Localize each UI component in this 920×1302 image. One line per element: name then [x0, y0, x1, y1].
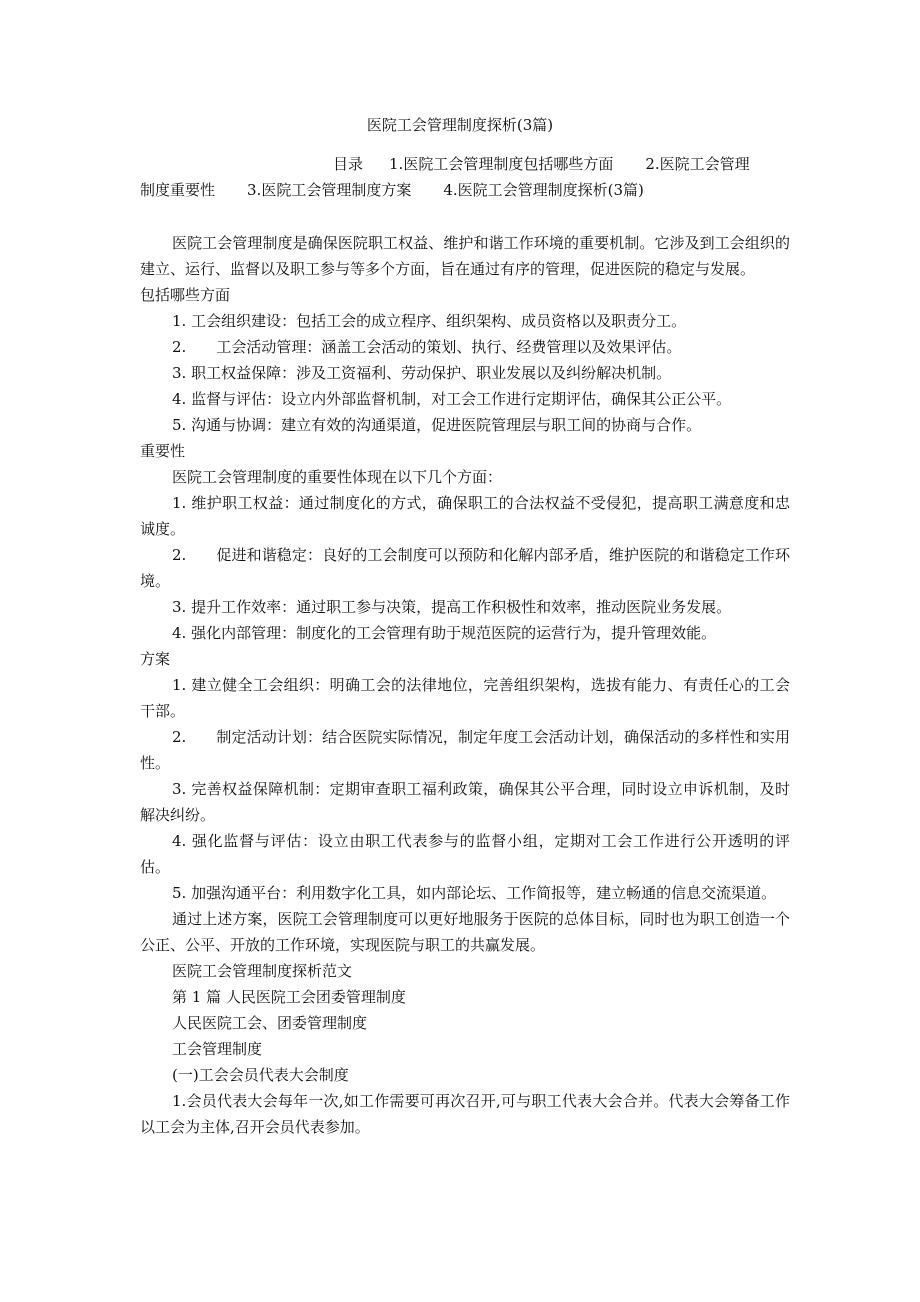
plan-item-1: 1. 建立健全工会组织：明确工会的法律地位，完善组织架构，选拔有能力、有责任心的工会干部。: [140, 676, 790, 720]
sample-part-title: 第 1 篇 人民医院工会团委管理制度: [172, 988, 406, 1006]
plan-item-2: [140, 724, 790, 776]
toc-label: 目录: [333, 155, 364, 173]
aspects-item-2: [140, 334, 790, 360]
aspects-item-3: 3. 职工权益保障：涉及工资福利、劳动保护、职业发展以及纠纷解决机制。: [172, 364, 672, 382]
document-title: 医院工会管理制度探析(3篇): [366, 116, 554, 134]
aspects-item-2-text: 工会活动管理：涵盖工会活动的策划、执行、经费管理以及效果评估。: [216, 338, 682, 356]
plan-item-2-number: 2.: [172, 728, 187, 746]
sample-subsection-title: (一)工会会员代表大会制度: [172, 1066, 349, 1084]
toc-line-2: [140, 177, 790, 203]
conclusion-paragraph: 通过上述方案，医院工会管理制度可以更好地服务于医院的总体目标，同时也为职工创造一个公正、公平、开放的工作环境，实现医院与职工的共赢发展。: [140, 910, 790, 954]
toc-item-2-cont[interactable]: 制度重要性: [140, 181, 216, 199]
plan-item-5: 5. 加强沟通平台：利用数字化工具，如内部论坛、工作简报等，建立畅通的信息交流渠道。: [172, 884, 777, 902]
toc-item-2[interactable]: 2.医院工会管理: [645, 155, 750, 173]
importance-lead: 医院工会管理制度的重要性体现在以下几个方面：: [172, 468, 503, 486]
toc-line-1: [140, 151, 790, 177]
intro-paragraph: 医院工会管理制度是确保医院职工权益、维护和谐工作环境的重要机制。它涉及到工会组织的建立、运行、监督以及职工参与等多个方面，旨在通过有序的管理，促进医院的稳定与发展。: [140, 234, 790, 278]
importance-item-4: 4. 强化内部管理：制度化的工会管理有助于规范医院的运营行为，提升管理效能。: [172, 624, 717, 642]
sample-subtitle: 人民医院工会、团委管理制度: [172, 1014, 368, 1032]
toc-item-3[interactable]: 3.医院工会管理制度方案: [247, 181, 412, 199]
toc-item-4[interactable]: 4.医院工会管理制度探析(3篇): [443, 181, 644, 199]
aspects-item-5: 5. 沟通与协调：建立有效的沟通渠道，促进医院管理层与职工间的协商与合作。: [172, 416, 702, 434]
aspects-item-2-number: 2.: [172, 338, 187, 356]
section-heading-importance: 重要性: [140, 442, 186, 460]
document-body: [140, 230, 790, 1140]
importance-item-3: 3. 提升工作效率：通过职工参与决策，提高工作积极性和效率，推动医院业务发展。: [172, 598, 732, 616]
sample-paragraph-1: 1.会员代表大会每年一次,如工作需要可再次召开,可与职工代表大会合并。代表大会筹备工作以工会为主体,召开会员代表参加。: [140, 1092, 790, 1136]
toc-item-1[interactable]: 1.医院工会管理制度包括哪些方面: [389, 155, 614, 173]
plan-item-2-text: 制定活动计划：结合医院实际情况，制定年度工会活动计划，确保活动的多样性和实用性。: [140, 728, 790, 772]
aspects-item-4: 4. 监督与评估：设立内外部监督机制，对工会工作进行定期评估，确保其公正公平。: [172, 390, 732, 408]
section-heading-plan: 方案: [140, 650, 171, 668]
plan-item-4: 4. 强化监督与评估：设立由职工代表参与的监督小组，定期对工会工作进行公开透明的评估。: [140, 832, 790, 876]
importance-item-2-text: 促进和谐稳定：良好的工会制度可以预防和化解内部矛盾，维护医院的和谐稳定工作环境。: [140, 546, 790, 590]
importance-item-2-number: 2.: [172, 546, 187, 564]
table-of-contents: [140, 151, 790, 203]
importance-item-1: 1. 维护职工权益：通过制度化的方式，确保职工的合法权益不受侵犯，提高职工满意度和忠诚度。: [140, 494, 790, 538]
plan-item-3: 3. 完善权益保障机制：定期审查职工福利政策，确保其公平合理，同时设立申诉机制，及时解决纠纷。: [140, 780, 790, 824]
section-heading-aspects: 包括哪些方面: [140, 286, 231, 304]
sample-heading: 医院工会管理制度探析范文: [172, 962, 353, 980]
importance-item-2: [140, 542, 790, 594]
sample-section-title: 工会管理制度: [172, 1040, 263, 1058]
aspects-item-1: 1. 工会组织建设：包括工会的成立程序、组织架构、成员资格以及职责分工。: [172, 312, 687, 330]
